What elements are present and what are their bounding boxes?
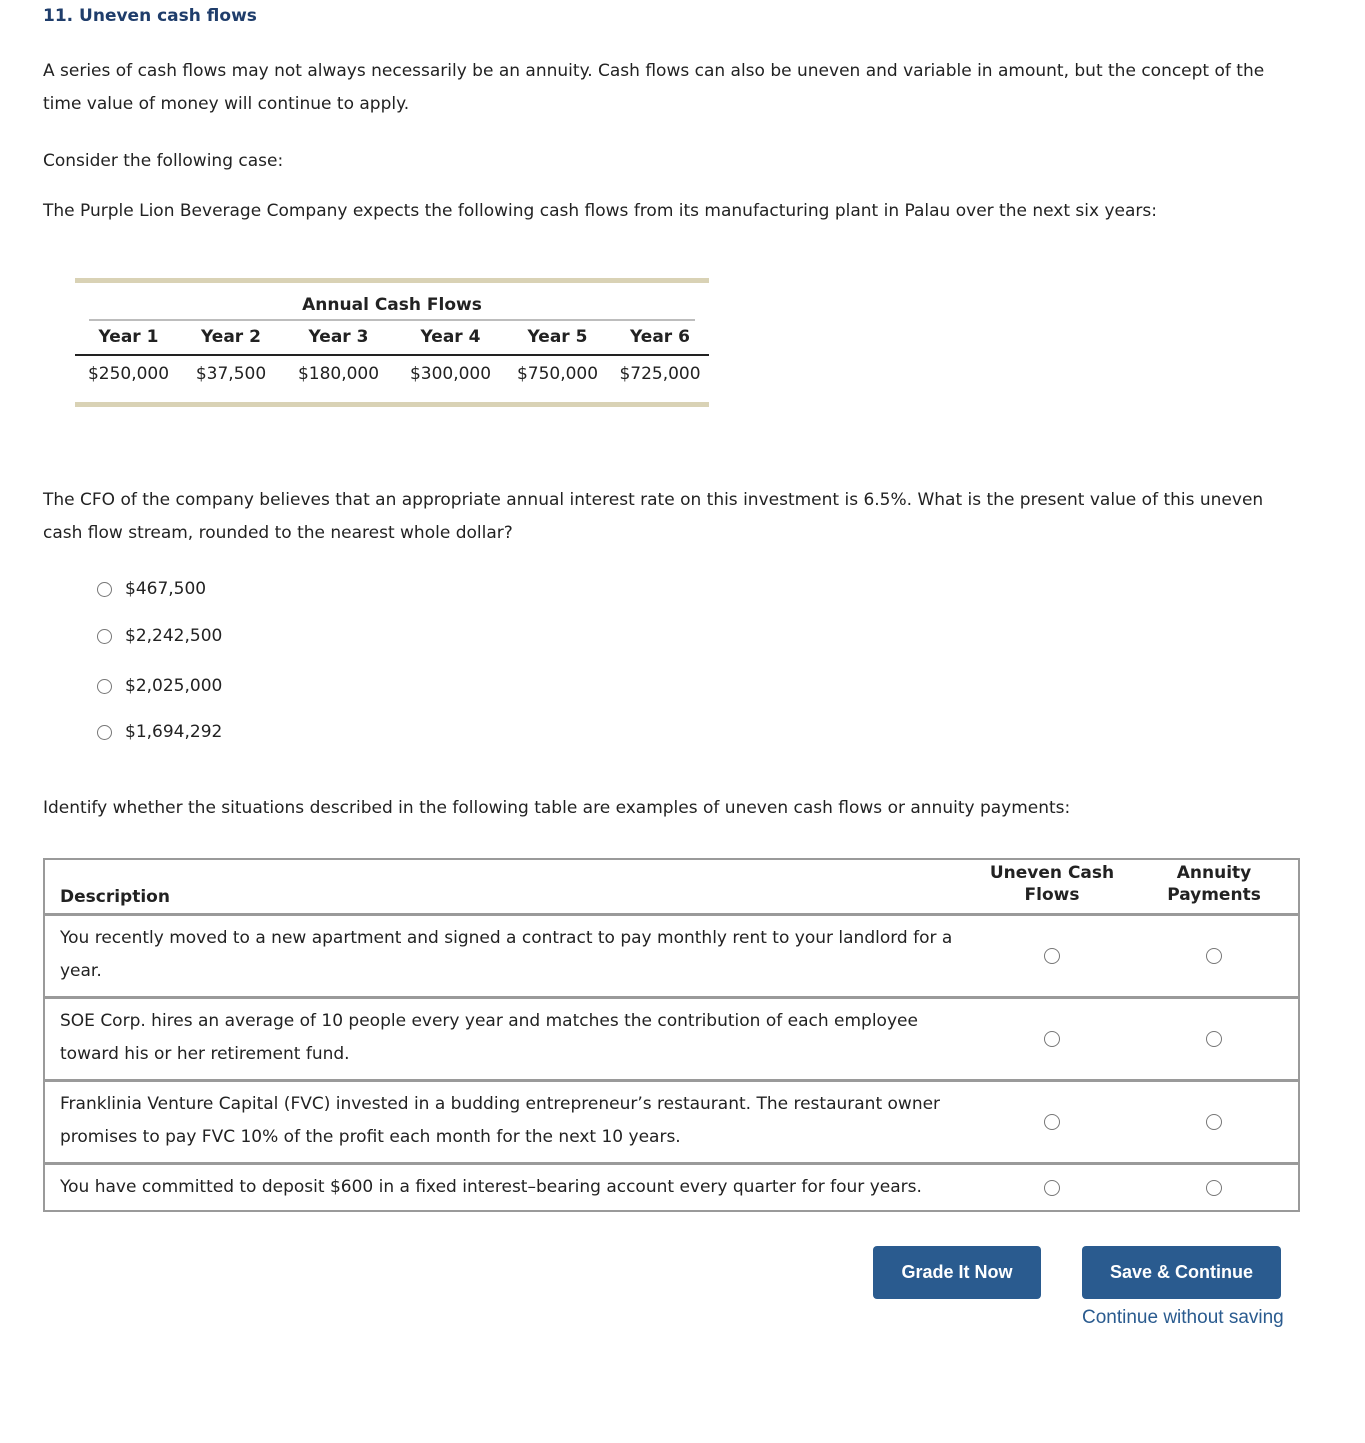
uneven-radio-button[interactable] <box>1044 948 1060 964</box>
year-header: Year 5 <box>527 327 588 347</box>
annuity-radio-button[interactable] <box>1206 1180 1222 1196</box>
cash-flow-heading: Annual Cash Flows <box>302 295 482 315</box>
classification-header-row <box>45 860 1298 916</box>
radio-button[interactable] <box>97 582 112 597</box>
table-row <box>45 1082 1298 1165</box>
uneven-radio-button[interactable] <box>1044 1180 1060 1196</box>
cash-flow-value: $250,000 <box>87 364 170 384</box>
year-header: Year 2 <box>201 327 261 347</box>
table-top-bar <box>75 278 709 283</box>
cash-flow-value: $180,000 <box>297 364 380 384</box>
cash-flow-value: $725,000 <box>619 364 701 384</box>
cash-flow-value: $750,000 <box>516 364 599 384</box>
situation-description: Franklinia Venture Capital (FVC) invested in a budding entrepreneur’s restaurant. The restaurant owner promises to pay FVC 10% of the profit each month for the next 10 years. <box>60 1094 941 1147</box>
cash-flow-table <box>75 278 709 407</box>
cash-flow-value: $37,500 <box>195 364 267 384</box>
annuity-payments-header: Annuity Payments <box>1167 863 1261 905</box>
answer-option[interactable] <box>97 626 222 646</box>
year-header: Year 4 <box>420 327 481 347</box>
year-header: Year 6 <box>630 327 690 347</box>
continue-without-saving-link[interactable]: Continue without saving <box>1082 1307 1284 1328</box>
save-and-continue-button[interactable]: Save & Continue <box>1082 1246 1281 1299</box>
answer-option-label: $2,025,000 <box>125 676 223 696</box>
situation-description: You recently moved to a new apartment and signed a contract to pay monthly rent to your landlord for a year. <box>60 928 953 981</box>
radio-button[interactable] <box>97 679 112 694</box>
annuity-radio-button[interactable] <box>1206 948 1222 964</box>
answer-option-label: $2,242,500 <box>125 626 223 646</box>
table-row <box>45 916 1298 999</box>
year-header: Year 3 <box>308 327 369 347</box>
table-row <box>45 999 1298 1082</box>
year-header-row <box>75 321 709 354</box>
cash-flow-value: $300,000 <box>409 364 492 384</box>
uneven-radio-button[interactable] <box>1044 1114 1060 1130</box>
case-text: The Purple Lion Beverage Company expects the following cash flows from its manufacturing plant in Palau over the next six years: <box>43 201 1157 221</box>
answer-option[interactable] <box>97 676 222 696</box>
situation-description: You have committed to deposit $600 in a fixed interest–bearing account every quarter for four years. <box>60 1177 922 1197</box>
situation-description: SOE Corp. hires an average of 10 people every year and matches the contribution of each employee toward his or her retirement fund. <box>60 1011 918 1064</box>
answer-option[interactable] <box>97 722 222 742</box>
annuity-radio-button[interactable] <box>1206 1114 1222 1130</box>
cash-flow-values-row <box>75 356 709 393</box>
radio-button[interactable] <box>97 725 112 740</box>
uneven-radio-button[interactable] <box>1044 1031 1060 1047</box>
answer-option-label: $1,694,292 <box>125 722 223 742</box>
annuity-radio-button[interactable] <box>1206 1031 1222 1047</box>
pv-question-prompt: The CFO of the company believes that an appropriate annual interest rate on this investment is 6.5%. What is the present value of this uneven cash flow stream, rounded to the nearest whole dollar? <box>43 490 1264 543</box>
uneven-cash-flows-header: Uneven Cash Flows <box>989 863 1115 905</box>
grade-it-now-button[interactable]: Grade It Now <box>873 1246 1041 1299</box>
consider-text: Consider the following case: <box>43 151 284 171</box>
table-row <box>45 1165 1298 1210</box>
answer-option-label: $467,500 <box>125 579 207 599</box>
answer-option[interactable] <box>97 579 206 599</box>
intro-paragraph: A series of cash flows may not always necessarily be an annuity. Cash flows can also be uneven and variable in amount, but the concept of the time value of money will continue to apply. <box>43 61 1265 114</box>
radio-button[interactable] <box>97 629 112 644</box>
description-header: Description <box>60 887 170 907</box>
year-header: Year 1 <box>98 327 159 347</box>
question-title: 11. Uneven cash flows <box>43 6 257 26</box>
classification-table <box>43 858 1300 1212</box>
table-bottom-bar <box>75 402 709 407</box>
classification-prompt: Identify whether the situations described in the following table are examples of uneven cash flows or annuity payments: <box>43 798 1071 818</box>
